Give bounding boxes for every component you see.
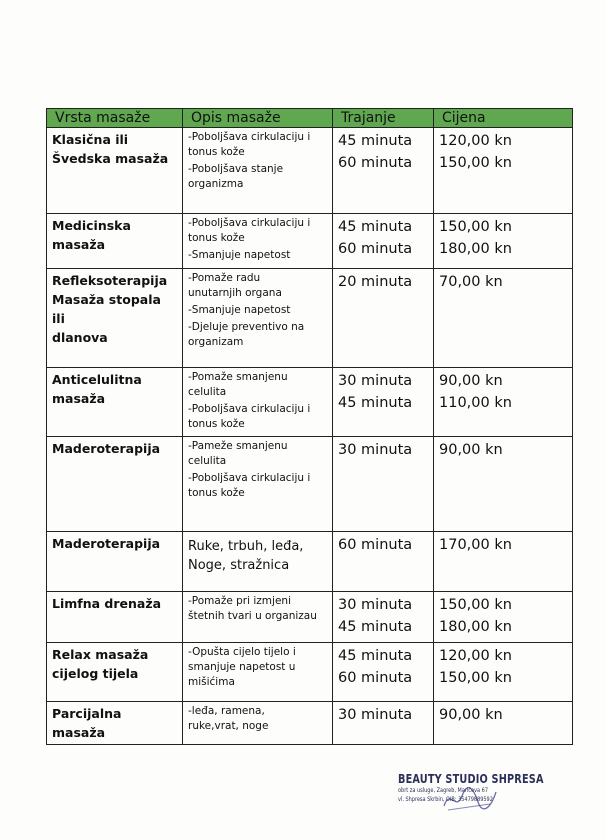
description-line: štetnih tvari u organizau <box>188 610 317 622</box>
table-row <box>47 368 573 437</box>
massage-type-line: Refleksoterapija <box>52 273 168 288</box>
massage-type <box>47 532 183 592</box>
duration: 60 minuta <box>338 537 413 553</box>
massage-description <box>183 592 333 643</box>
price: 110,00 kn <box>439 395 512 411</box>
description-line: mišićima <box>188 676 235 688</box>
duration: 45 minuta <box>338 648 413 664</box>
description-line: -Poboljšava cirkulaciju i <box>188 472 311 484</box>
price: 70,00 kn <box>439 274 503 290</box>
description-line: celulita <box>188 386 227 398</box>
massage-type <box>47 269 183 368</box>
price: 180,00 kn <box>439 241 512 257</box>
massage-description <box>183 368 333 437</box>
massage-description <box>183 532 333 592</box>
massage-type-line: Limfna drenaža <box>52 596 162 611</box>
table-row <box>47 269 573 368</box>
massage-type-line: Anticelulitna <box>52 372 142 387</box>
massage-description <box>183 214 333 269</box>
massage-type-line: dlanova <box>52 330 108 345</box>
price-cell <box>434 532 573 592</box>
price-cell <box>434 643 573 702</box>
price-cell <box>434 269 573 368</box>
description-item <box>188 471 327 501</box>
description-line: -Pomaže pri izmjeni <box>188 595 291 607</box>
header-trajanje: Trajanje <box>333 109 434 128</box>
description-item <box>188 130 327 160</box>
header-opis: Opis masaže <box>183 109 333 128</box>
description-line: -Poboljšava cirkulaciju i <box>188 217 311 229</box>
description-item <box>188 248 327 263</box>
duration: 30 minuta <box>338 707 413 723</box>
stamp-line-1: obrt za usluge, Zagreb, Maričeva 67 <box>398 786 488 794</box>
description-item <box>188 402 327 432</box>
stamp-line-2: vl. Shpresa Skrbin, OIB: 35479889592 <box>398 795 493 803</box>
stamp-title: BEAUTY STUDIO SHPRESA <box>398 772 544 786</box>
massage-description <box>183 437 333 532</box>
massage-type-line: Masaža stopala ili <box>52 292 161 326</box>
massage-type <box>47 702 183 745</box>
massage-description <box>183 128 333 214</box>
massage-type-line: cijelog tijela <box>52 666 139 681</box>
price-cell <box>434 702 573 745</box>
header-vrsta: Vrsta masaže <box>47 109 183 128</box>
description-line: -Pameže smanjenu <box>188 440 288 452</box>
price: 150,00 kn <box>439 597 512 613</box>
description-item <box>188 439 327 469</box>
duration-cell <box>333 368 434 437</box>
massage-price-table <box>46 108 573 745</box>
duration: 30 minuta <box>338 442 413 458</box>
price-cell <box>434 128 573 214</box>
massage-type-line: Švedska masaža <box>52 151 169 166</box>
table-row <box>47 128 573 214</box>
massage-type <box>47 437 183 532</box>
massage-type-line: masaža <box>52 391 106 406</box>
description-item <box>188 216 327 246</box>
description-line: tonus kože <box>188 232 245 244</box>
price-cell <box>434 214 573 269</box>
duration-cell <box>333 532 434 592</box>
description-line: tonus kože <box>188 418 245 430</box>
table-row <box>47 532 573 592</box>
description-item <box>188 162 327 192</box>
description-line: -Pomaže smanjenu <box>188 371 288 383</box>
table-row <box>47 702 573 745</box>
description-item <box>188 370 327 400</box>
description-item <box>188 594 327 624</box>
duration: 30 minuta <box>338 373 413 389</box>
massage-type-line: Relax masaža <box>52 647 149 662</box>
description-line: tonus kože <box>188 487 245 499</box>
description-line: -Smanjuje napetost <box>188 249 291 261</box>
massage-type <box>47 128 183 214</box>
price: 150,00 kn <box>439 219 512 235</box>
description-line: smanjuje napetost u <box>188 661 296 673</box>
price: 150,00 kn <box>439 155 512 171</box>
duration: 60 minuta <box>338 241 413 257</box>
header-cijena: Cijena <box>434 109 573 128</box>
price-cell <box>434 368 573 437</box>
duration-cell <box>333 437 434 532</box>
description-line: unutarnjih organa <box>188 287 282 299</box>
description-line: tonus kože <box>188 146 245 158</box>
massage-type-line: Parcijalna masaža <box>52 706 122 740</box>
price-cell <box>434 592 573 643</box>
description-line: organizma <box>188 178 244 190</box>
description-item <box>188 271 327 301</box>
massage-description <box>183 702 333 745</box>
table-header-row <box>47 109 573 128</box>
duration-cell <box>333 702 434 745</box>
massage-type <box>47 592 183 643</box>
description-line: -Opušta cijelo tijelo i <box>188 646 296 658</box>
massage-type-line: Maderoterapija <box>52 536 161 551</box>
table-row <box>47 437 573 532</box>
description-line: -Smanjuje napetost <box>188 304 291 316</box>
duration-cell <box>333 592 434 643</box>
description-line: -Djeluje preventivo na <box>188 321 305 333</box>
table-row <box>47 592 573 643</box>
description-line: ruke,vrat, noge <box>188 720 269 732</box>
price: 90,00 kn <box>439 442 503 458</box>
price: 120,00 kn <box>439 133 512 149</box>
price: 180,00 kn <box>439 619 512 635</box>
description-line: -leđa, ramena, <box>188 705 265 717</box>
massage-type-line: Maderoterapija <box>52 441 161 456</box>
massage-type <box>47 643 183 702</box>
description-item <box>188 320 327 350</box>
duration: 60 minuta <box>338 670 413 686</box>
duration: 60 minuta <box>338 155 413 171</box>
description-item <box>188 645 327 690</box>
massage-description <box>183 269 333 368</box>
description-line: -Poboljšava cirkulaciju i <box>188 403 311 415</box>
duration: 45 minuta <box>338 133 413 149</box>
massage-type-line: Medicinska <box>52 218 131 233</box>
duration: 30 minuta <box>338 597 413 613</box>
duration: 20 minuta <box>338 274 413 290</box>
table-row <box>47 214 573 269</box>
duration: 45 minuta <box>338 219 413 235</box>
duration: 45 minuta <box>338 395 413 411</box>
duration-cell <box>333 643 434 702</box>
description-line: celulita <box>188 455 227 467</box>
price: 90,00 kn <box>439 373 503 389</box>
massage-description <box>183 643 333 702</box>
description-line: -Poboljšava cirkulaciju i <box>188 131 311 143</box>
price: 90,00 kn <box>439 707 503 723</box>
description-line: -Pomaže radu <box>188 272 261 284</box>
price: 120,00 kn <box>439 648 512 664</box>
massage-type-line: masaža <box>52 237 106 252</box>
duration-cell <box>333 214 434 269</box>
description-line: -Poboljšava stanje <box>188 163 284 175</box>
table-row <box>47 643 573 702</box>
description-item <box>188 704 327 734</box>
description-line: Ruke, trbuh, leđa, <box>188 539 304 554</box>
price-cell <box>434 437 573 532</box>
massage-type <box>47 368 183 437</box>
description-line: Noge, stražnica <box>188 558 290 573</box>
massage-type <box>47 214 183 269</box>
price: 170,00 kn <box>439 537 512 553</box>
massage-type-line: Klasična ili <box>52 132 129 147</box>
company-stamp <box>398 772 548 804</box>
description-line: organizam <box>188 336 244 348</box>
duration-cell <box>333 128 434 214</box>
duration-cell <box>333 269 434 368</box>
duration: 45 minuta <box>338 619 413 635</box>
description-item <box>188 303 327 318</box>
price: 150,00 kn <box>439 670 512 686</box>
